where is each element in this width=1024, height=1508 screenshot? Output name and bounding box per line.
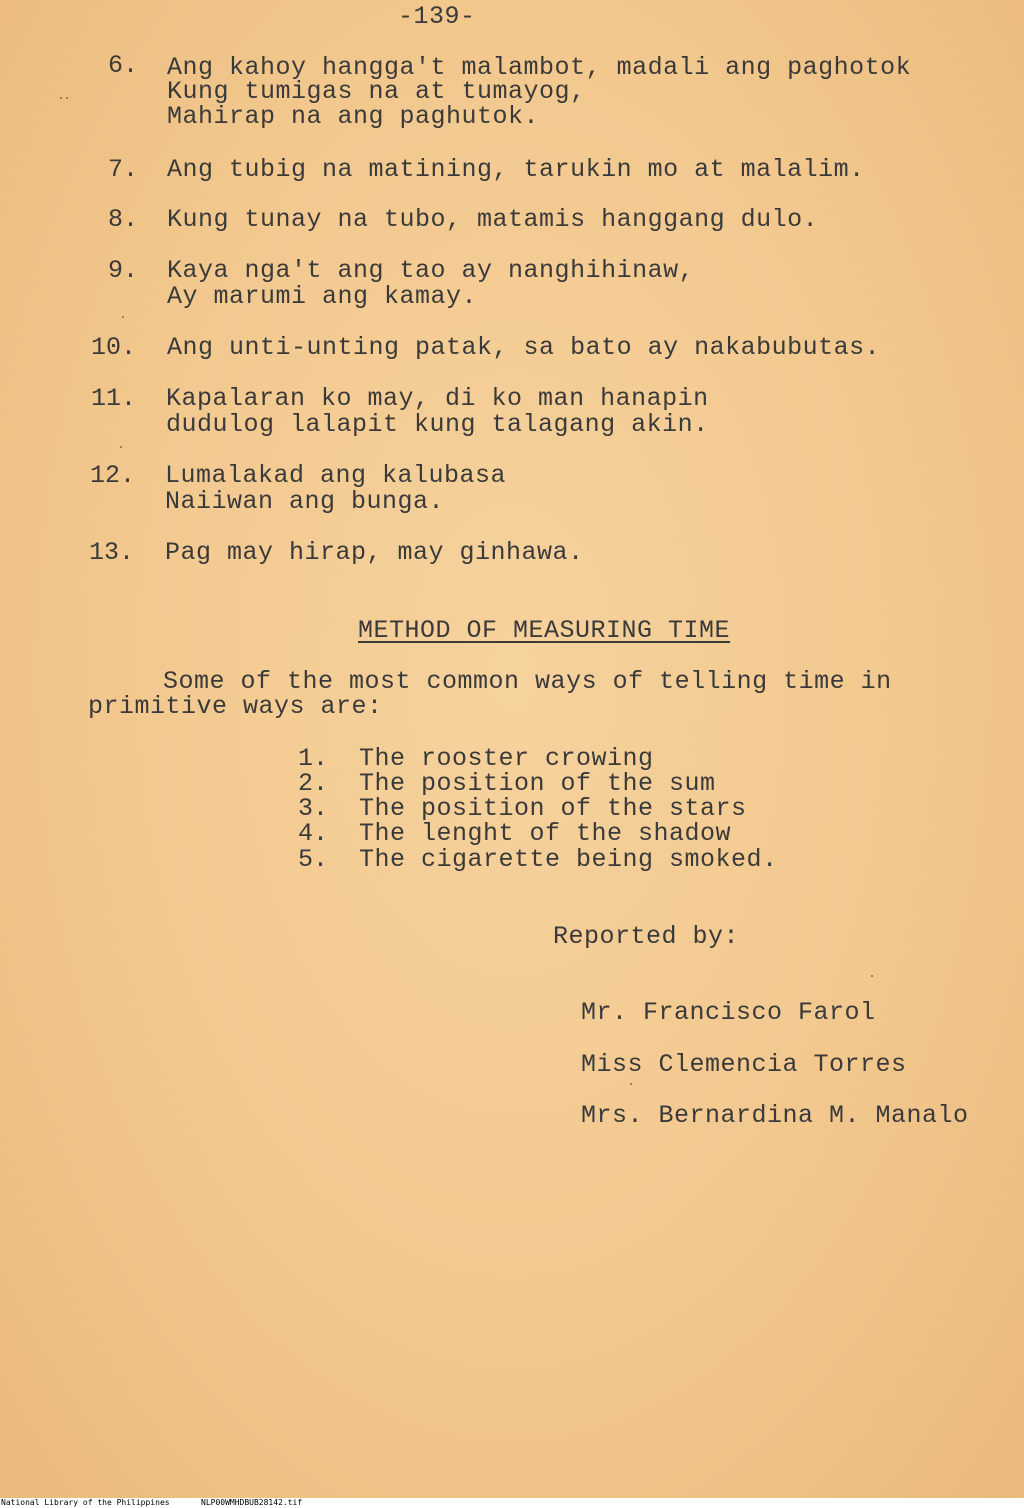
method-number: 2. xyxy=(298,769,329,798)
method-number: 3. xyxy=(298,794,329,823)
proverb-line: Kaya nga't ang tao ay nanghihinaw, xyxy=(167,256,695,285)
proverb-line: Ang kahoy hangga't malambot, madali ang paghotok xyxy=(167,53,912,82)
scan-footer xyxy=(0,1498,1024,1508)
paper-speck xyxy=(630,1083,632,1085)
reporter-name: Mr. Francisco Farol xyxy=(581,998,876,1027)
footer-library: National Library of the Philippines xyxy=(1,1498,170,1507)
proverb-line: Ay marumi ang kamay. xyxy=(167,282,478,311)
proverb-line: dudulog lalapit kung talagang akin. xyxy=(166,410,709,439)
section-heading: METHOD OF MEASURING TIME xyxy=(358,616,731,645)
proverb-number: 10. xyxy=(91,333,137,362)
proverb-number: 8. xyxy=(108,205,139,234)
proverb-line: Mahirap na ang paghutok. xyxy=(167,102,540,131)
method-item: The rooster crowing xyxy=(359,744,654,773)
proverb-line: Lumalakad ang kalubasa xyxy=(165,461,507,490)
proverb-line: Ang unti-unting patak, sa bato ay nakabubutas. xyxy=(167,333,881,362)
intro-text: primitive ways are: xyxy=(88,692,383,721)
paper-speck xyxy=(871,975,873,977)
proverb-number: 11. xyxy=(91,384,137,413)
proverb-line: Kung tumigas na at tumayog, xyxy=(167,77,586,106)
method-number: 4. xyxy=(298,819,329,848)
method-item: The position of the stars xyxy=(359,794,747,823)
proverb-line: Kung tunay na tubo, matamis hanggang dulo. xyxy=(167,205,819,234)
paper-speck xyxy=(66,97,68,99)
proverb-number: 13. xyxy=(89,538,135,567)
proverb-number: 7. xyxy=(108,155,139,184)
proverb-line: Naiiwan ang bunga. xyxy=(165,487,445,516)
intro-text: Some of the most common ways of telling time in xyxy=(163,667,892,696)
proverb-line: Kapalaran ko may, di ko man hanapin xyxy=(166,384,709,413)
proverb-number: 6. xyxy=(108,51,139,80)
paper-speck xyxy=(120,446,122,448)
proverb-number: 9. xyxy=(108,256,139,285)
page-number: -139- xyxy=(398,2,476,31)
proverb-number: 12. xyxy=(90,461,136,490)
paper-speck xyxy=(60,97,62,99)
method-item: The position of the sum xyxy=(359,769,716,798)
reporter-name: Mrs. Bernardina M. Manalo xyxy=(581,1101,969,1130)
reported-by-label: Reported by: xyxy=(553,922,740,951)
reporter-name: Miss Clemencia Torres xyxy=(581,1050,907,1079)
footer-filename: NLP00WMHDBUB28142.tif xyxy=(201,1498,303,1507)
proverb-line: Pag may hirap, may ginhawa. xyxy=(165,538,584,567)
method-item: The cigarette being smoked. xyxy=(359,845,778,874)
method-item: The lenght of the shadow xyxy=(359,819,732,848)
method-number: 5. xyxy=(298,845,329,874)
method-number: 1. xyxy=(298,744,329,773)
paper-speck xyxy=(122,316,124,318)
proverb-line: Ang tubig na matining, tarukin mo at malalim. xyxy=(167,155,865,184)
